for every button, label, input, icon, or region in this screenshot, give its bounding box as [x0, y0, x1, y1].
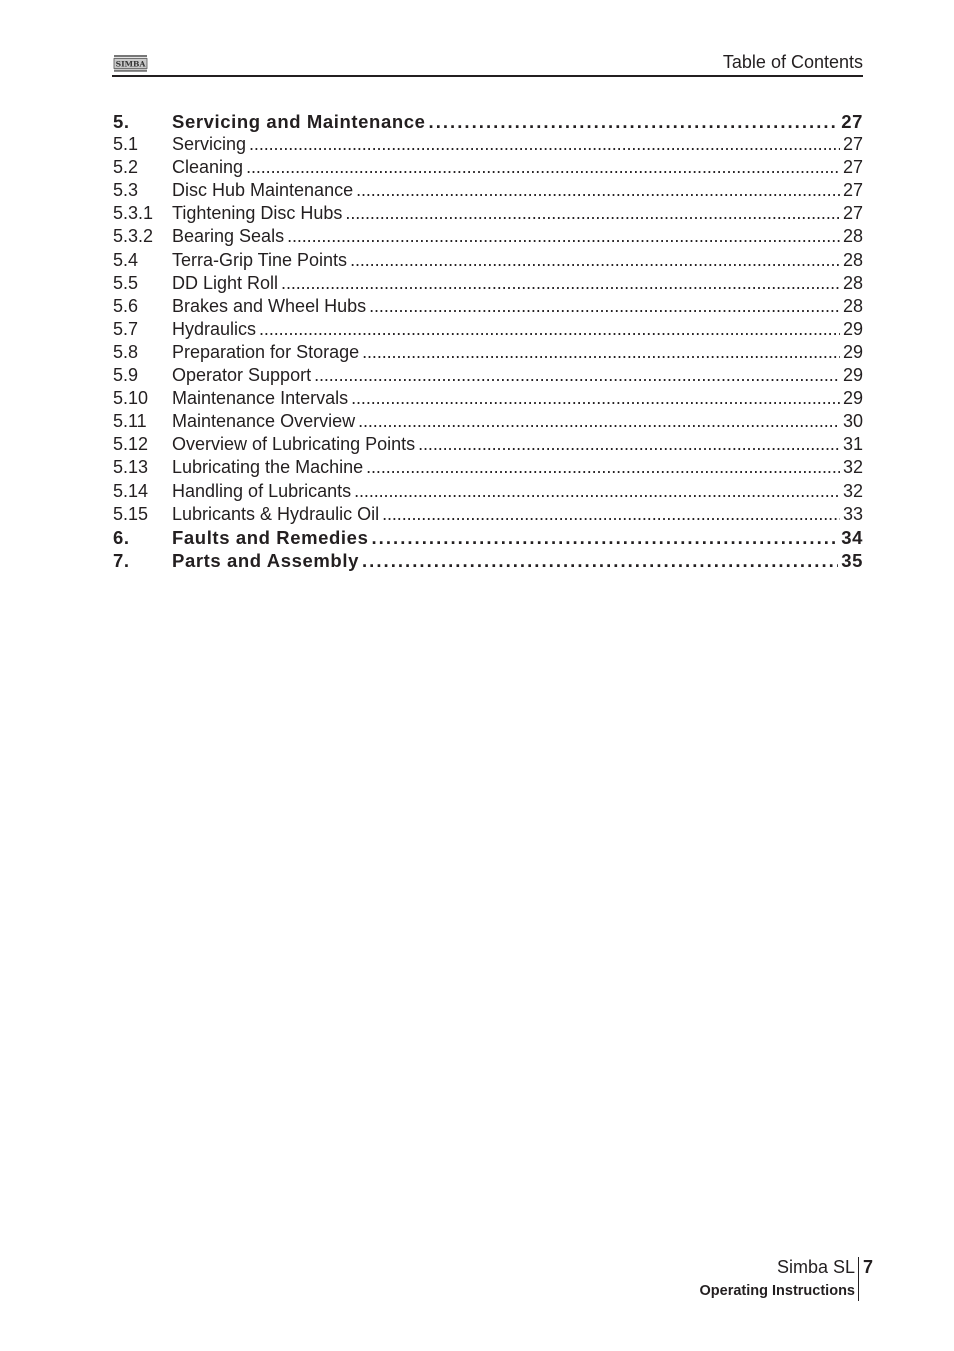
toc-entry-title: Bearing Seals — [172, 226, 285, 247]
toc-entry-page: 27 — [842, 203, 863, 224]
footer-page-number: 7 — [863, 1257, 874, 1277]
toc-section-entry[interactable] — [113, 272, 863, 295]
toc-dot-leader — [358, 410, 840, 433]
toc-entry-page: 30 — [842, 411, 863, 432]
toc-entry-number: 5.10 — [113, 388, 149, 409]
toc-section-entry[interactable] — [113, 503, 863, 526]
toc-dot-leader — [351, 387, 840, 410]
toc-entry-number: 5.3.1 — [113, 203, 154, 224]
toc-entry-number: 5.4 — [113, 249, 139, 270]
toc-entry-number: 5.11 — [113, 411, 147, 432]
toc-entry-page: 29 — [842, 318, 863, 339]
toc-entry-number: 5.5 — [113, 272, 139, 293]
toc-chapter-entry[interactable] — [113, 526, 863, 549]
footer-document-type: Operating Instructions — [699, 1283, 855, 1299]
toc-entry-number: 5.13 — [113, 457, 149, 478]
toc-section-entry[interactable] — [113, 156, 863, 179]
toc-entry-number: 5. — [113, 111, 130, 132]
toc-entry-page: 35 — [841, 549, 863, 571]
toc-entry-title: Overview of Lubricating Points — [172, 434, 416, 455]
toc-entry-page: 31 — [842, 434, 863, 455]
footer-divider — [858, 1257, 859, 1301]
toc-section-entry[interactable] — [113, 318, 863, 341]
toc-entry-title: Servicing and Maintenance — [172, 111, 426, 132]
toc-section-entry[interactable] — [113, 410, 863, 433]
toc-dot-leader — [259, 318, 840, 341]
toc-entry-page: 29 — [842, 365, 863, 386]
toc-section-entry[interactable] — [113, 480, 863, 503]
toc-section-entry[interactable] — [113, 249, 863, 272]
toc-section-entry[interactable] — [113, 456, 863, 479]
toc-dot-leader — [287, 225, 840, 248]
toc-dot-leader — [371, 526, 838, 549]
toc-section-entry[interactable] — [113, 295, 863, 318]
toc-section-entry[interactable] — [113, 387, 863, 410]
toc-chapter-entry[interactable] — [113, 549, 863, 572]
toc-section-entry[interactable] — [113, 341, 863, 364]
toc-entry-page: 28 — [842, 249, 863, 270]
toc-entry-number: 5.14 — [113, 480, 149, 501]
toc-entry-title: Hydraulics — [172, 318, 257, 339]
toc-dot-leader — [366, 456, 840, 479]
toc-entry-title: Lubricating the Machine — [172, 457, 364, 478]
toc-entry-number: 5.2 — [113, 157, 139, 178]
toc-entry-title: Lubricants & Hydraulic Oil — [172, 503, 380, 524]
simba-logo-graphic — [113, 53, 148, 73]
toc-entry-page: 28 — [842, 272, 863, 293]
toc-entry-title: Disc Hub Maintenance — [172, 180, 354, 201]
footer-product-name: Simba SL — [776, 1257, 855, 1277]
toc-entry-page: 27 — [841, 111, 863, 132]
toc-entry-page: 34 — [841, 526, 863, 548]
toc-entry-page: 32 — [842, 480, 863, 501]
toc-entry-page: 33 — [842, 503, 863, 524]
simba-logo — [113, 53, 148, 73]
toc-dot-leader — [429, 110, 839, 133]
toc-entry-number: 5.7 — [113, 318, 139, 339]
toc-entry-title: Parts and Assembly — [172, 549, 359, 571]
toc-entry-title: Preparation for Storage — [172, 341, 360, 362]
toc-dot-leader — [356, 179, 840, 202]
toc-entry-number: 6. — [113, 526, 130, 548]
toc-entry-number: 5.6 — [113, 295, 139, 316]
toc-dot-leader — [345, 202, 840, 225]
toc-entry-title: Cleaning — [172, 157, 244, 178]
toc-dot-leader — [350, 249, 840, 272]
toc-dot-leader — [246, 156, 840, 179]
toc-entry-title: Faults and Remedies — [172, 526, 369, 548]
toc-entry-number: 5.1 — [113, 134, 139, 155]
toc-entry-number: 7. — [113, 549, 130, 571]
page-header-title: Table of Contents — [722, 52, 863, 72]
toc-section-entry[interactable] — [113, 133, 863, 156]
toc-dot-leader — [362, 341, 840, 364]
toc-entry-number: 5.9 — [113, 365, 139, 386]
toc-dot-leader — [418, 433, 840, 456]
toc-dot-leader — [249, 133, 840, 156]
toc-dot-leader — [354, 480, 840, 503]
toc-dot-leader — [362, 549, 838, 572]
toc-entry-number: 5.12 — [113, 434, 149, 455]
toc-entry-page: 29 — [842, 341, 863, 362]
toc-chapter-entry[interactable] — [113, 110, 863, 133]
toc-entry-number: 5.3 — [113, 180, 139, 201]
toc-entry-page: 32 — [842, 457, 863, 478]
toc-entry-page: 27 — [842, 180, 863, 201]
toc-section-entry[interactable] — [113, 364, 863, 387]
toc-section-entry[interactable] — [113, 433, 863, 456]
toc-entry-title: Terra-Grip Tine Points — [172, 249, 348, 270]
simba-logo-text: SIMBA — [115, 59, 146, 69]
toc-section-entry[interactable] — [113, 202, 863, 225]
toc-section-entry[interactable] — [113, 179, 863, 202]
toc-entry-page: 29 — [842, 388, 863, 409]
toc-entry-title: Maintenance Intervals — [172, 388, 349, 409]
toc-dot-leader — [382, 503, 840, 526]
toc-entry-title: Brakes and Wheel Hubs — [172, 295, 367, 316]
toc-dot-leader — [369, 295, 840, 318]
toc-entry-page: 27 — [842, 157, 863, 178]
toc-entry-title: Handling of Lubricants — [172, 480, 352, 501]
toc-entry-title: Servicing — [172, 134, 247, 155]
toc-entry-title: Maintenance Overview — [172, 411, 356, 432]
toc-entry-title: Tightening Disc Hubs — [172, 203, 343, 224]
toc-entry-title: Operator Support — [172, 365, 312, 386]
toc-dot-leader — [281, 272, 840, 295]
toc-entry-number: 5.3.2 — [113, 226, 154, 247]
toc-entry-page: 28 — [842, 226, 863, 247]
toc-entry-number: 5.8 — [113, 341, 139, 362]
toc-entry-page: 27 — [842, 134, 863, 155]
toc-entry-page: 28 — [842, 295, 863, 316]
table-of-contents — [113, 110, 863, 572]
toc-dot-leader — [314, 364, 840, 387]
header-divider — [112, 75, 863, 77]
toc-entry-number: 5.15 — [113, 503, 149, 524]
toc-section-entry[interactable] — [113, 225, 863, 248]
toc-entry-title: DD Light Roll — [172, 272, 279, 293]
